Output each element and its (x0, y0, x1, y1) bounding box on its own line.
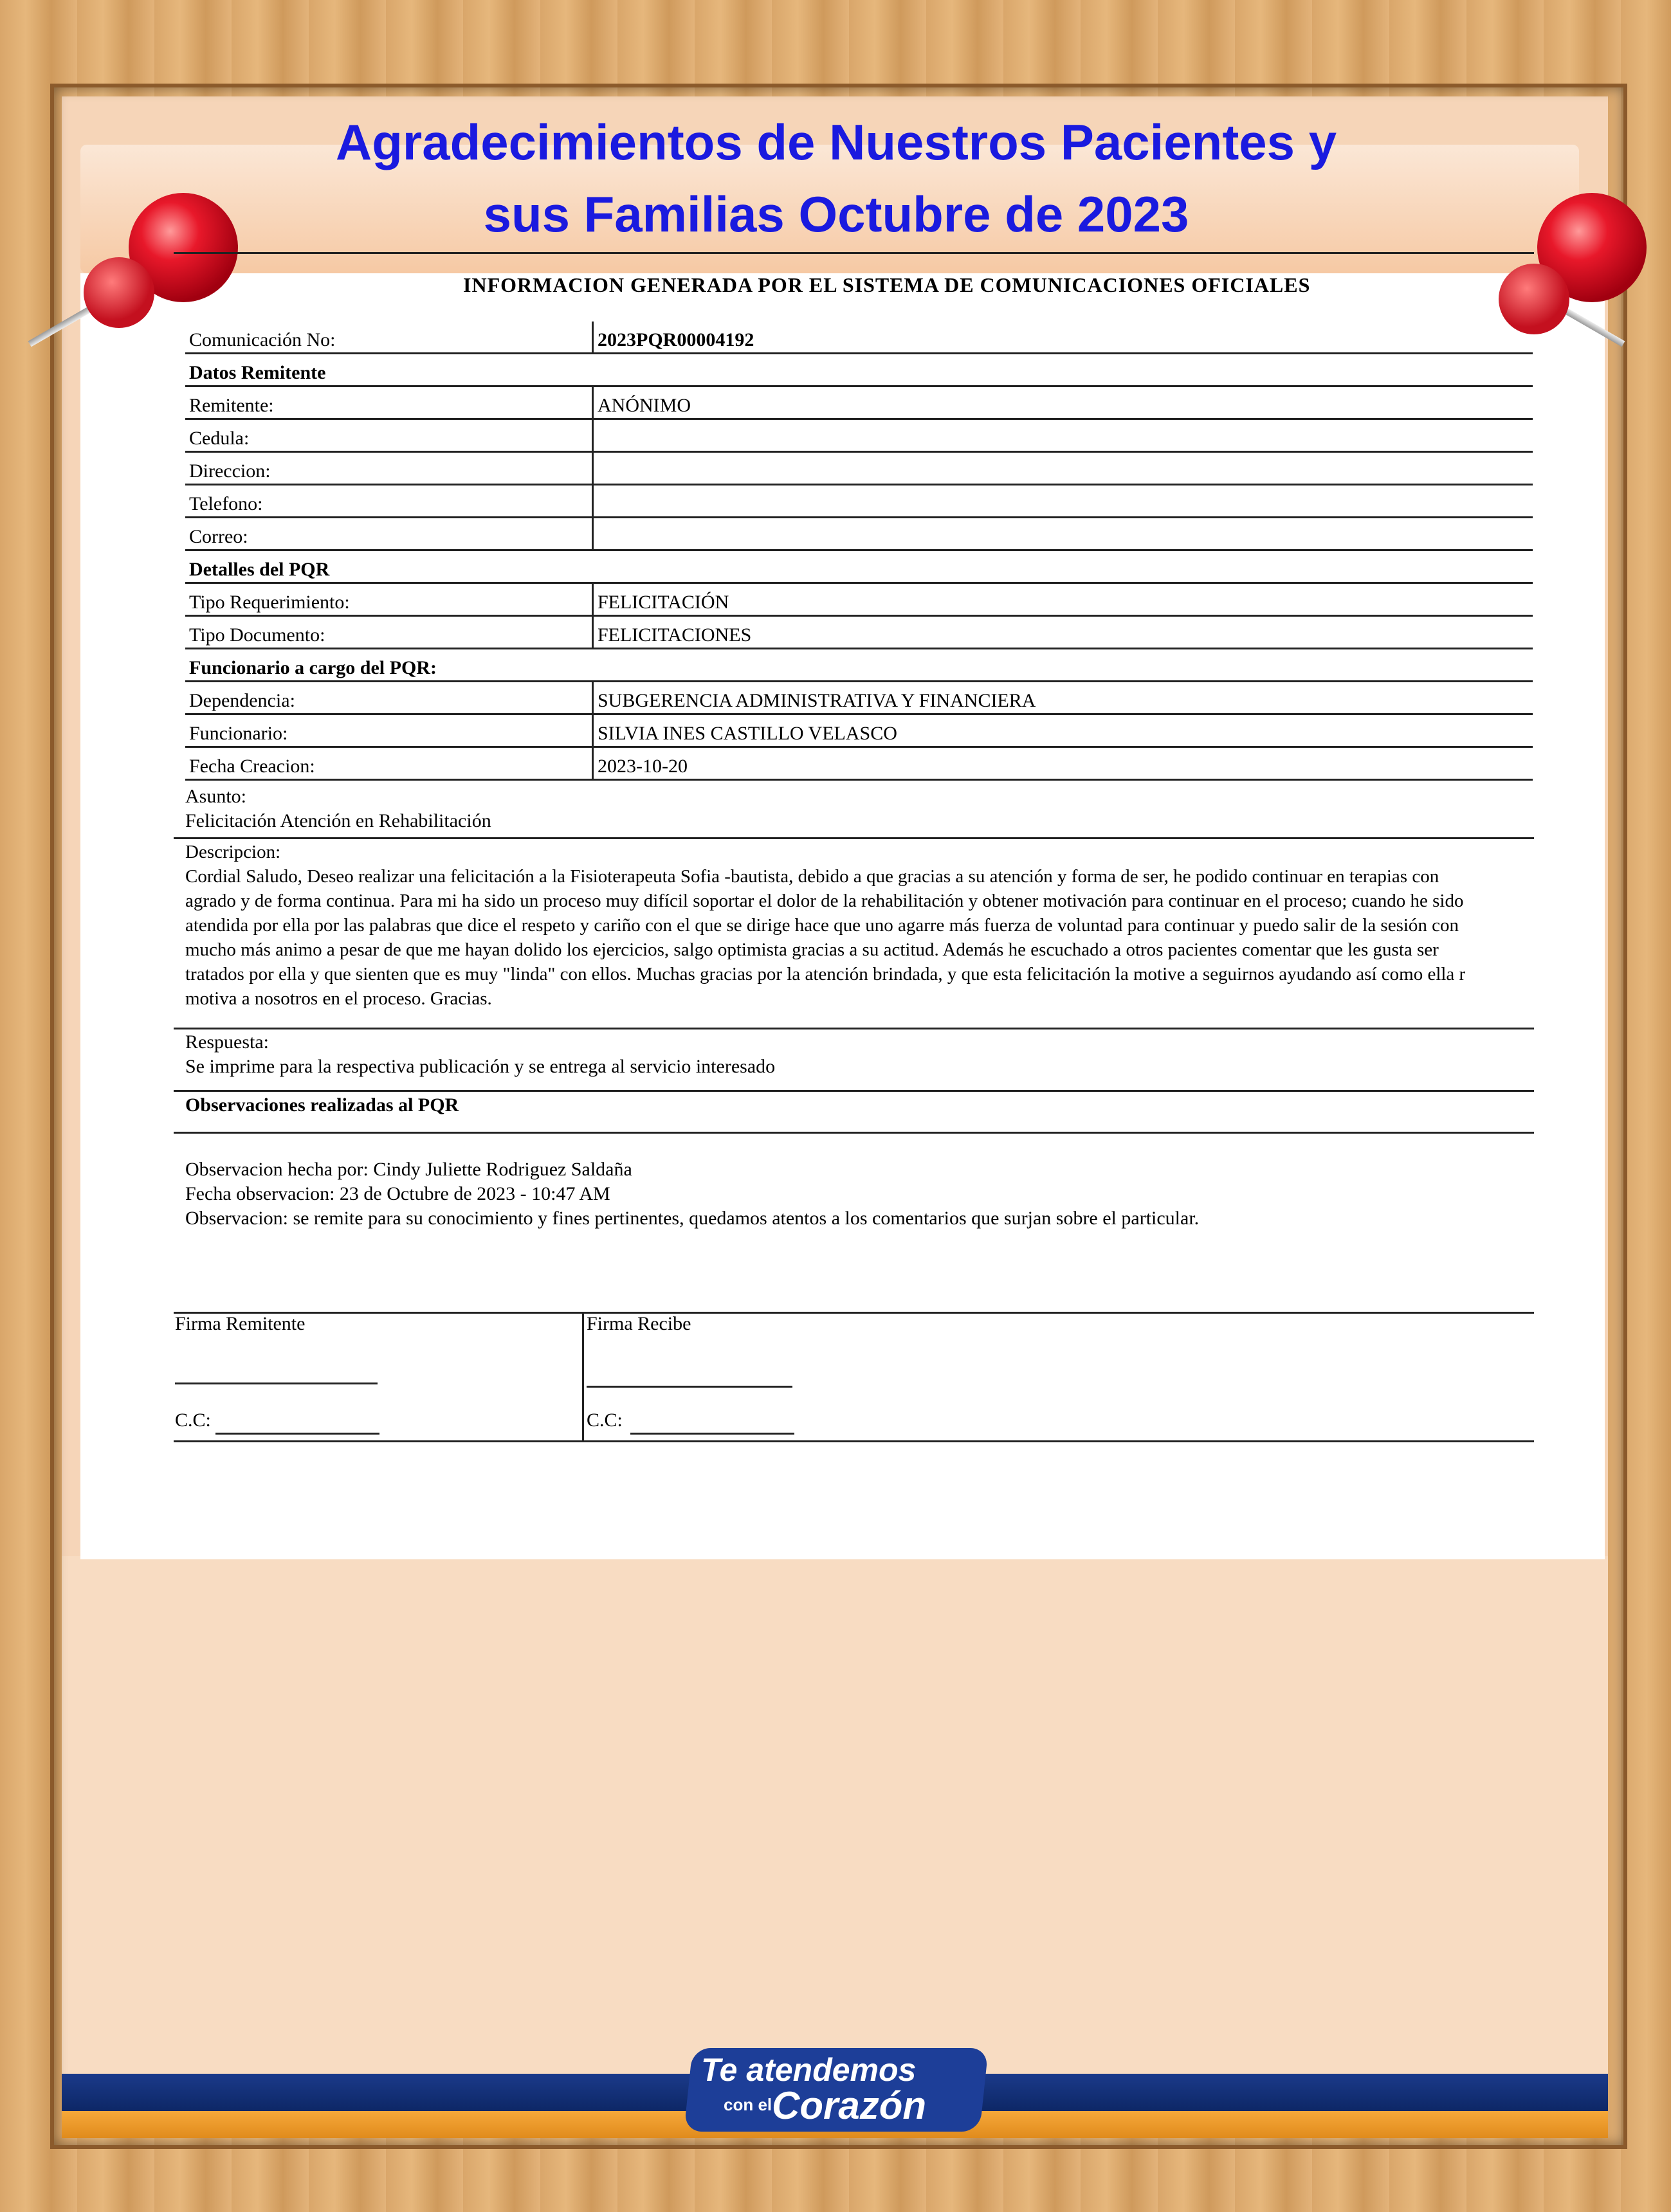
descripcion-line: Cordial Saludo, Deseo realizar una felicitación a la Fisioterapeuta Sofia -bautista, debido a que gracias a su atención y forma de ser, he podido continuar en terapias con (185, 866, 1439, 887)
rule (174, 837, 1534, 839)
asunto-value: Felicitación Atención en Rehabilitación (185, 810, 491, 831)
signature-line (175, 1382, 378, 1384)
fecha-creacion-value: 2023-10-20 (593, 747, 1533, 780)
telefono-label: Telefono: (185, 485, 593, 518)
table-row (185, 682, 1533, 714)
descripcion-label: Descripcion: (185, 842, 281, 862)
firma-recibe: Firma Recibe (587, 1313, 691, 1334)
table-row (185, 485, 1533, 518)
table-row (185, 649, 1533, 682)
page-title (161, 106, 1511, 250)
table-row (185, 419, 1533, 452)
funcionario-value: SILVIA INES CASTILLO VELASCO (593, 714, 1533, 747)
rule (174, 1132, 1534, 1134)
descripcion-line: atendida por ella por las palabras que dice el respeto y cariño con el que se dirige hace que uno agarre más fuerza de voluntad para continuar y puedo salir de la sesión con (185, 915, 1459, 936)
tipo-requerimiento-value: FELICITACIÓN (593, 583, 1533, 616)
signature-line (630, 1433, 794, 1435)
observacion-fecha: Fecha observacion: 23 de Octubre de 2023 - 10:47 AM (185, 1183, 610, 1204)
descripcion-line: motiva a nosotros en el proceso. Gracias. (185, 988, 492, 1009)
table-row (185, 518, 1533, 550)
tipo-documento-label: Tipo Documento: (185, 616, 593, 649)
observacion-block (185, 1157, 1533, 1231)
rule (174, 1090, 1534, 1092)
telefono-value (593, 485, 1533, 518)
descripcion-block (185, 840, 1533, 1011)
pqr-table (185, 322, 1533, 781)
observacion-hecha: Observacion hecha por: Cindy Juliette Rodriguez Saldaña (185, 1159, 632, 1180)
logo-line-1: Te atendemos (701, 2052, 917, 2088)
correo-value (593, 518, 1533, 550)
signature-line (587, 1386, 792, 1388)
signature-divider (582, 1312, 584, 1440)
table-row (185, 747, 1533, 780)
asunto-block (185, 784, 1533, 833)
comunicacion-label: Comunicación No: (185, 322, 593, 354)
direccion-value (593, 452, 1533, 485)
descripcion-line: agrado y de forma continua. Para mi ha sido un proceso muy difícil soportar el dolor de la rehabilitación y obtener motivación para continuar en el proceso; cuando he sido (185, 891, 1464, 911)
table-row (185, 583, 1533, 616)
table-row (185, 452, 1533, 485)
top-rule (174, 252, 1534, 254)
signature-line (215, 1433, 379, 1435)
table-row (185, 714, 1533, 747)
title-line-1: Agradecimientos de Nuestros Pacientes y (335, 114, 1337, 170)
document-heading: INFORMACION GENERADA POR EL SISTEMA DE COMUNICACIONES OFICIALES (463, 273, 1311, 296)
title-line-2: sus Familias Octubre de 2023 (483, 186, 1189, 242)
correo-label: Correo: (185, 518, 593, 550)
cc-remitente-label: C.C: (175, 1410, 211, 1431)
cedula-value (593, 419, 1533, 452)
section-funcionario-cargo: Funcionario a cargo del PQR: (185, 649, 1533, 682)
descripcion-line: tratados por ella y que sienten que es muy "linda" con ellos. Muchas gracias por la atención brindada, y que esta felicitación la motive a seguirnos ayudando así como ella r (185, 964, 1466, 984)
fecha-creacion-label: Fecha Creacion: (185, 747, 593, 780)
dependencia-value: SUBGERENCIA ADMINISTRATIVA Y FINANCIERA (593, 682, 1533, 714)
observaciones-title: Observaciones realizadas al PQR (185, 1094, 459, 1116)
respuesta-value: Se imprime para la respectiva publicación y se entrega al servicio interesado (185, 1056, 776, 1077)
rule (174, 1312, 1534, 1314)
logo-line-2: con el (724, 2095, 772, 2114)
respuesta-label: Respuesta: (185, 1031, 269, 1053)
rule (174, 1028, 1534, 1029)
table-row (185, 616, 1533, 649)
asunto-label: Asunto: (185, 786, 247, 807)
funcionario-label: Funcionario: (185, 714, 593, 747)
respuesta-block (185, 1030, 1533, 1079)
remitente-label: Remitente: (185, 386, 593, 419)
section-datos-remitente: Datos Remitente (185, 354, 1533, 386)
table-row (185, 322, 1533, 354)
rule (174, 1440, 1534, 1442)
logo-line-3: Corazón (772, 2084, 926, 2127)
table-row (185, 354, 1533, 386)
comunicacion-value: 2023PQR00004192 (593, 322, 1533, 354)
descripcion-line: mucho más animo a pesar de que me hayan dolido los ejercicios, salgo optimista gracias a su actitud. Además he escuchado a otros pacientes comentar que les gusta ser (185, 939, 1439, 960)
remitente-value: ANÓNIMO (593, 386, 1533, 419)
tipo-requerimiento-label: Tipo Requerimiento: (185, 583, 593, 616)
dependencia-label: Dependencia: (185, 682, 593, 714)
observacion-texto: Observacion: se remite para su conocimiento y fines pertinentes, quedamos atentos a los comentarios que surjan sobre el particular. (185, 1208, 1200, 1229)
section-detalles-pqr: Detalles del PQR (185, 550, 1533, 583)
cedula-label: Cedula: (185, 419, 593, 452)
table-row (185, 386, 1533, 419)
cc-recibe-label: C.C: (587, 1410, 623, 1431)
tipo-documento-value: FELICITACIONES (593, 616, 1533, 649)
firma-remitente: Firma Remitente (175, 1313, 306, 1334)
direccion-label: Direccion: (185, 452, 593, 485)
table-row (185, 550, 1533, 583)
